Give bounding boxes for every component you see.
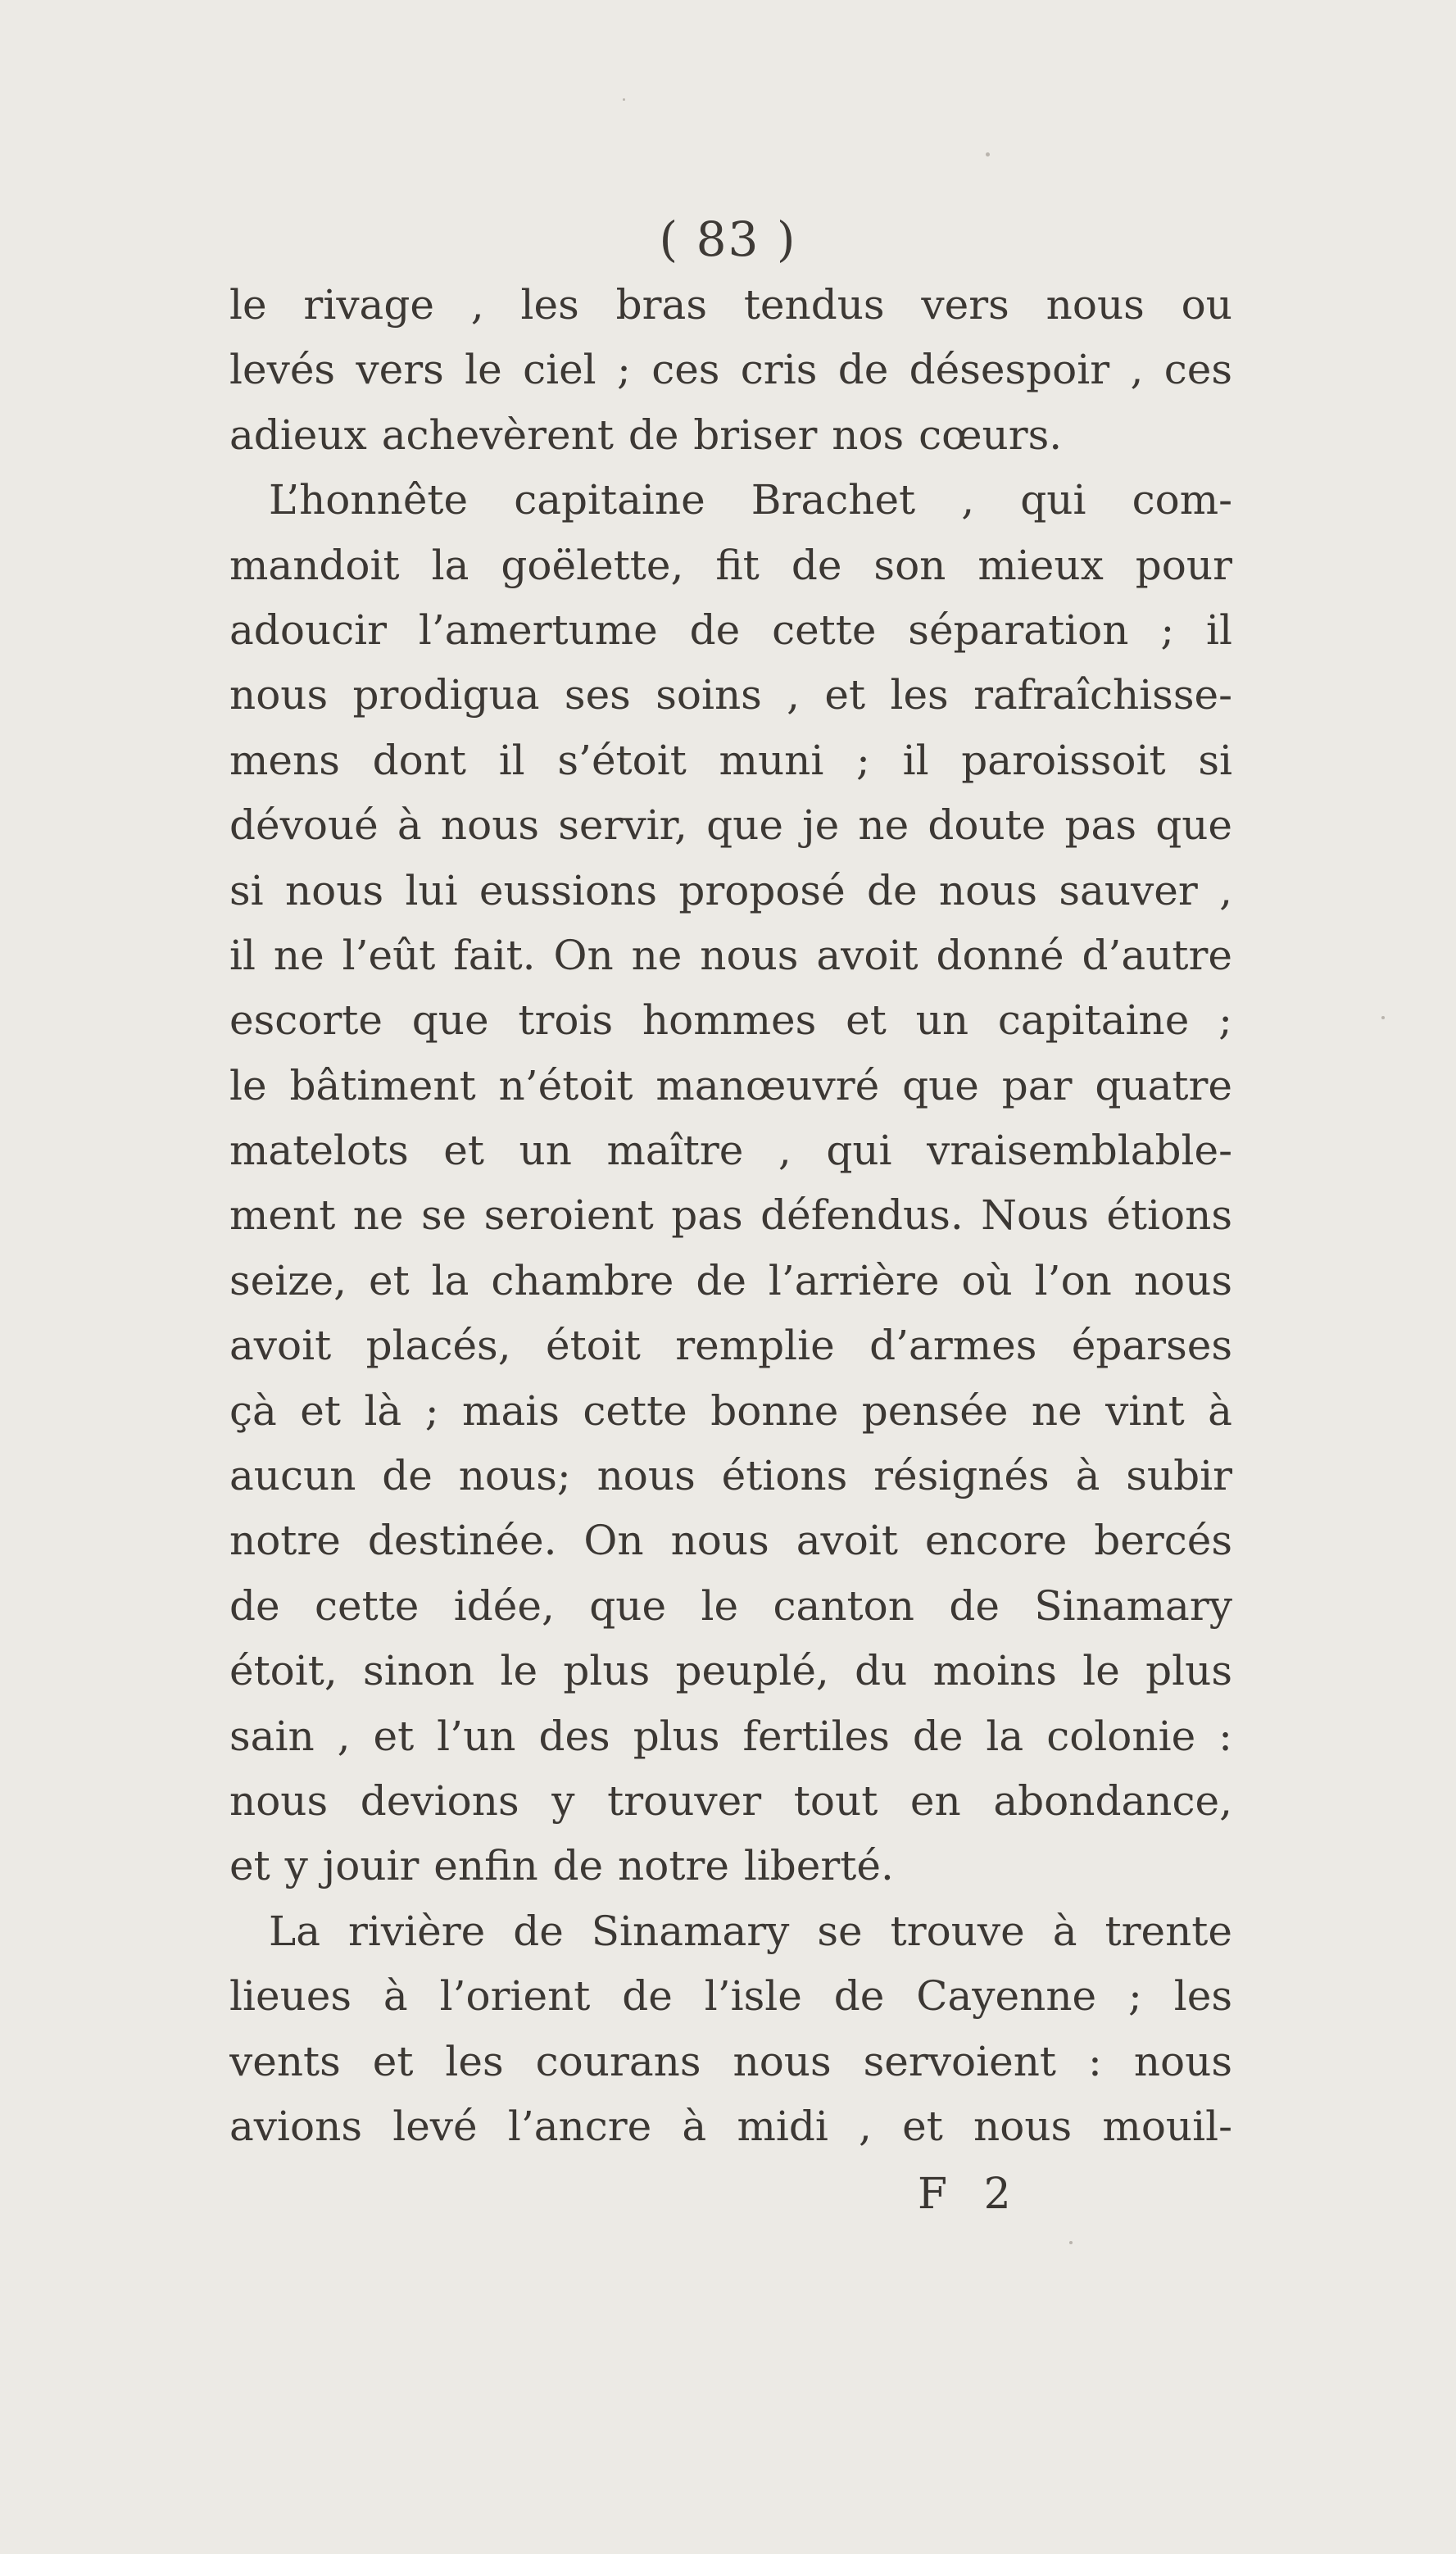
text-line: mandoit la goëlette, fit de son mieux pour (229, 541, 1232, 589)
text-line: nous devions y trouver tout en abondance, (229, 1776, 1232, 1825)
text-line: vents et les courans nous servoient : nous (229, 2037, 1232, 2085)
text-line: ment ne se seroient pas défendus. Nous étions (229, 1191, 1232, 1240)
paper-speck (623, 98, 625, 101)
text-line: dévoué à nous servir, que je ne doute pas que (229, 801, 1232, 850)
body-text (229, 273, 1232, 2159)
signature-mark: F 2 (918, 2170, 1023, 2219)
text-line: La rivière de Sinamary se trouve à trente (269, 1907, 1232, 1955)
text-line: L’honnête capitaine Brachet , qui com- (269, 476, 1232, 524)
text-line: notre destinée. On nous avoit encore bercés (229, 1517, 1232, 1565)
paper-speck (986, 152, 990, 157)
text-line: avoit placés, étoit remplie d’armes éparses (229, 1322, 1232, 1370)
text-line: de cette idée, que le canton de Sinamary (229, 1581, 1232, 1630)
text-line: lieues à l’orient de l’isle de Cayenne ; les (229, 1972, 1232, 2021)
text-line: sain , et l’un des plus fertiles de la colonie : (229, 1712, 1232, 1760)
text-line: si nous lui eussions proposé de nous sauver , (229, 866, 1232, 914)
text-line: matelots et un maître , qui vraisemblable- (229, 1127, 1232, 1175)
text-line: le rivage , les bras tendus vers nous ou (229, 281, 1232, 329)
page-number-header: ( 83 ) (659, 211, 797, 267)
text-line: aucun de nous; nous étions résignés à subir (229, 1452, 1232, 1500)
text-line: çà et là ; mais cette bonne pensée ne vint à (229, 1386, 1232, 1435)
text-line: escorte que trois hommes et un capitaine ; (229, 996, 1232, 1045)
text-line: il ne l’eût fait. On ne nous avoit donné d’autre (229, 931, 1232, 979)
text-line: étoit, sinon le plus peuplé, du moins le plus (229, 1647, 1232, 1695)
text-line: mens dont il s’étoit muni ; il paroissoit si (229, 736, 1232, 784)
text-line: avions levé l’ancre à midi , et nous mouil- (229, 2102, 1232, 2150)
text-line: seize, et la chambre de l’arrière où l’on nous (229, 1256, 1232, 1304)
text-line: et y jouir enfin de notre liberté. (229, 1842, 894, 1890)
text-line: adieux achevèrent de briser nos cœurs. (229, 411, 1063, 459)
paper-speck (1381, 1016, 1385, 1019)
text-line: levés vers le ciel ; ces cris de désespoir , ces (229, 346, 1232, 394)
paper-speck (1069, 2241, 1073, 2244)
text-line: adoucir l’amertume de cette séparation ; il (229, 606, 1232, 654)
text-line: le bâtiment n’étoit manœuvré que par quatre (229, 1061, 1232, 1109)
text-line: nous prodigua ses soins , et les rafraîchisse- (229, 671, 1232, 719)
